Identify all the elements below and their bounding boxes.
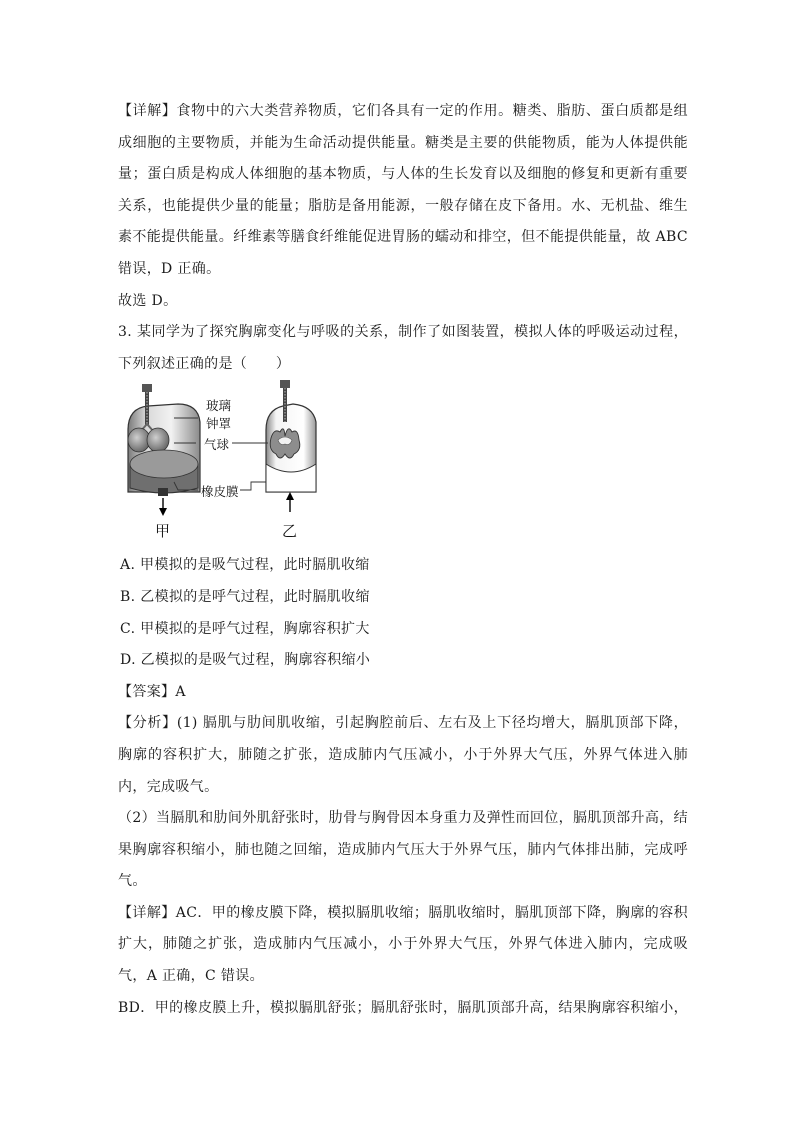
text-line: 量；蛋白质是构成人体细胞的基本物质，与人体的生长发育以及细胞的修复和更新有重要 (118, 166, 688, 183)
label-bell-jar-line2: 钟罩 (206, 416, 232, 432)
option-b: B. 乙模拟的是呼气过程，此时膈肌收缩 (120, 588, 370, 605)
analysis-line: 果胸廓容积缩小，肺也随之回缩，造成肺内气压大于外界气压，肺内气体排出肺，完成呼 (118, 841, 688, 858)
analysis-line: 气。 (118, 873, 147, 890)
label-rubber-membrane: 橡皮膜 (201, 484, 239, 500)
text-line: 故选 D。 (118, 292, 178, 309)
text-line: 素不能提供能量。纤维素等膳食纤维能促进胃肠的蠕动和排空，但不能提供能量，故 ABC (118, 229, 688, 246)
option-a: A. 甲模拟的是吸气过程，此时膈肌收缩 (120, 557, 370, 574)
option-c: C. 甲模拟的是呼气过程，胸廓容积扩大 (120, 620, 370, 637)
question-stem: 下列叙述正确的是（ ） (118, 355, 291, 372)
jar-left (128, 384, 200, 516)
analysis-line: 内，完成吸气。 (118, 778, 219, 795)
text-line: 成细胞的主要物质，并能为生命活动提供能量。糖类是主要的供能物质，能为人体提供能 (118, 134, 688, 151)
analysis-line: （2）当膈肌和肋间外肌舒张时，肋骨与胸骨因本身重力及弹性而回位，膈肌顶部升高，结 (118, 810, 688, 827)
detail-line: 气，A 正确，C 错误。 (118, 968, 264, 985)
question-stem: 3. 某同学为了探究胸廓变化与呼吸的关系，制作了如图装置，模拟人体的呼吸运动过程， (118, 324, 688, 341)
label-balloon: 气球 (204, 437, 230, 453)
text-line: 【详解】食物中的六大类营养物质，它们各具有一定的作用。糖类、脂肪、蛋白质都是组 (118, 103, 688, 119)
text-line: 错误，D 正确。 (118, 260, 221, 277)
answer: 【答案】A (118, 683, 186, 700)
analysis-line: 【分析】(1) 膈肌与肋间肌收缩，引起胸腔前后、左右及上下径均增大，膈肌顶部下降， (118, 715, 688, 732)
detail-line: BD．甲的橡皮膜上升，模拟膈肌舒张；膈肌舒张时，膈肌顶部升高，结果胸廓容积缩小， (118, 999, 688, 1016)
bell-jar-figure (118, 380, 368, 550)
analysis-line: 胸廓的容积扩大，肺随之扩张，造成肺内气压减小，小于外界大气压，外界气体进入肺 (118, 746, 688, 763)
label-bell-jar-line1: 玻璃 (206, 398, 232, 414)
option-d: D. 乙模拟的是吸气过程，胸廓容积缩小 (120, 652, 371, 669)
caption-jia: 甲 (155, 522, 171, 541)
detail-line: 【详解】AC．甲的橡皮膜下降，模拟膈肌收缩；膈肌收缩时，膈肌顶部下降，胸廓的容积 (118, 904, 688, 921)
detail-line: 扩大，肺随之扩张，造成肺内气压减小，小于外界大气压，外界气体进入肺内，完成吸 (118, 936, 688, 953)
text-line: 关系，也能提供少量的能量；脂肪是备用能源，一般存储在皮下备用。水、无机盐、维生 (118, 197, 688, 214)
jar-right (266, 380, 316, 512)
document-page (118, 96, 688, 1024)
caption-yi: 乙 (282, 522, 298, 541)
